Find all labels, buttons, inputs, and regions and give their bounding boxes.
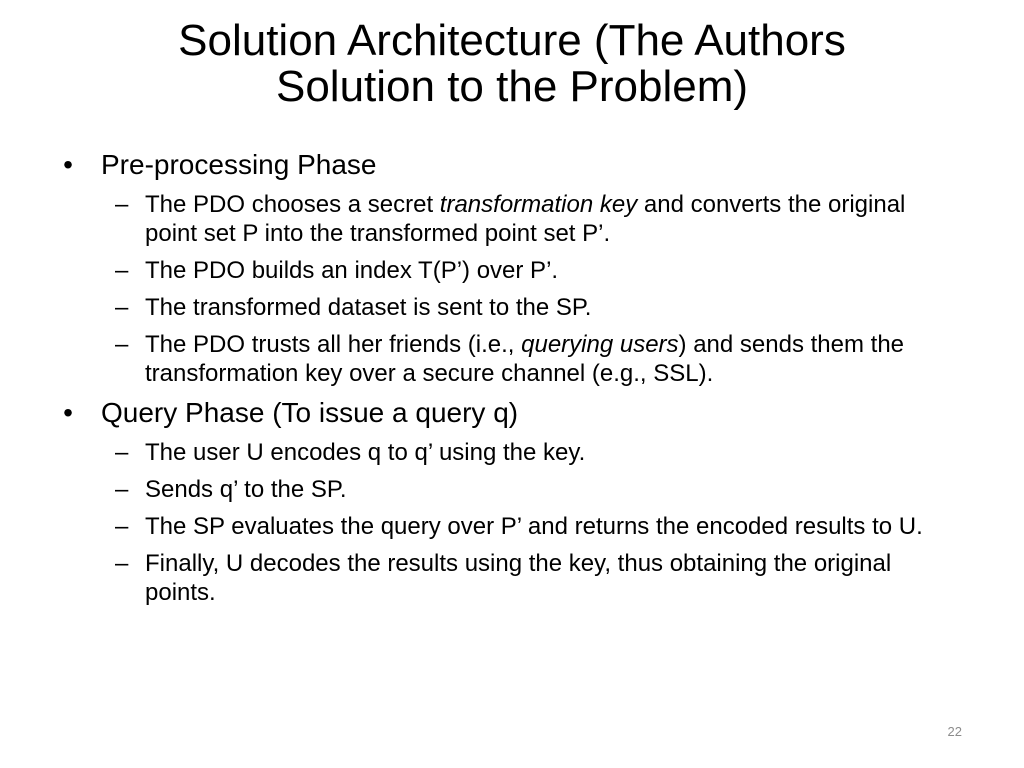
- page-number: 22: [947, 724, 962, 739]
- dash-icon: –: [115, 550, 129, 577]
- title-line-2: Solution to the Problem): [275, 62, 749, 111]
- sub-bullet-text-cont: ) and sends them the transformation key over a secure channel (e.g., SSL).: [145, 331, 905, 387]
- bullet-text: Pre-processing Phase: [101, 149, 377, 180]
- sub-bullet: [115, 549, 958, 607]
- slide-body: [58, 148, 958, 615]
- sub-bullet: [115, 330, 958, 388]
- sub-bullet: [115, 438, 958, 467]
- sub-bullet-text-cont: and converts the original point set P into the transformed point set P’.: [145, 191, 906, 247]
- dash-icon: –: [115, 257, 129, 284]
- sub-bullet-text: Sends q’ to the SP.: [145, 476, 347, 503]
- slide-title: [60, 18, 964, 110]
- bullet-dot-icon: •: [63, 397, 73, 428]
- bullet-dot-icon: •: [63, 149, 73, 180]
- sub-bullet: [115, 293, 958, 322]
- sub-bullet-text: The user U encodes q to q’ using the key.: [145, 439, 586, 466]
- sub-bullet: [115, 256, 958, 285]
- dash-icon: –: [115, 191, 129, 218]
- bullet-query-phase: [58, 396, 958, 430]
- sub-bullet: [115, 512, 958, 541]
- sub-bullet: [115, 475, 958, 504]
- sub-bullet-text: The transformed dataset is sent to the SP.: [145, 294, 592, 321]
- dash-icon: –: [115, 513, 129, 540]
- dash-icon: –: [115, 476, 129, 503]
- sub-bullet-emphasis: transformation key: [439, 191, 638, 218]
- dash-icon: –: [115, 294, 129, 321]
- dash-icon: –: [115, 439, 129, 466]
- sub-bullet-text: The PDO trusts all her friends (i.e.,: [145, 331, 522, 358]
- sub-bullet-text: Finally, U decodes the results using the key, thus obtaining the original points.: [145, 550, 892, 606]
- sub-bullet-text: The SP evaluates the query over P’ and returns the encoded results to U.: [145, 513, 923, 540]
- bullet-preprocessing-phase: [58, 148, 958, 182]
- sub-bullet-emphasis: querying users: [521, 331, 679, 358]
- sub-bullet-text: The PDO chooses a secret: [145, 191, 440, 218]
- bullet-text: Query Phase (To issue a query q): [101, 397, 519, 428]
- title-line-1: Solution Architecture (The Authors: [178, 16, 846, 65]
- dash-icon: –: [115, 331, 129, 358]
- sub-bullet: [115, 190, 958, 248]
- sub-bullet-text: The PDO builds an index T(P’) over P’.: [145, 257, 559, 284]
